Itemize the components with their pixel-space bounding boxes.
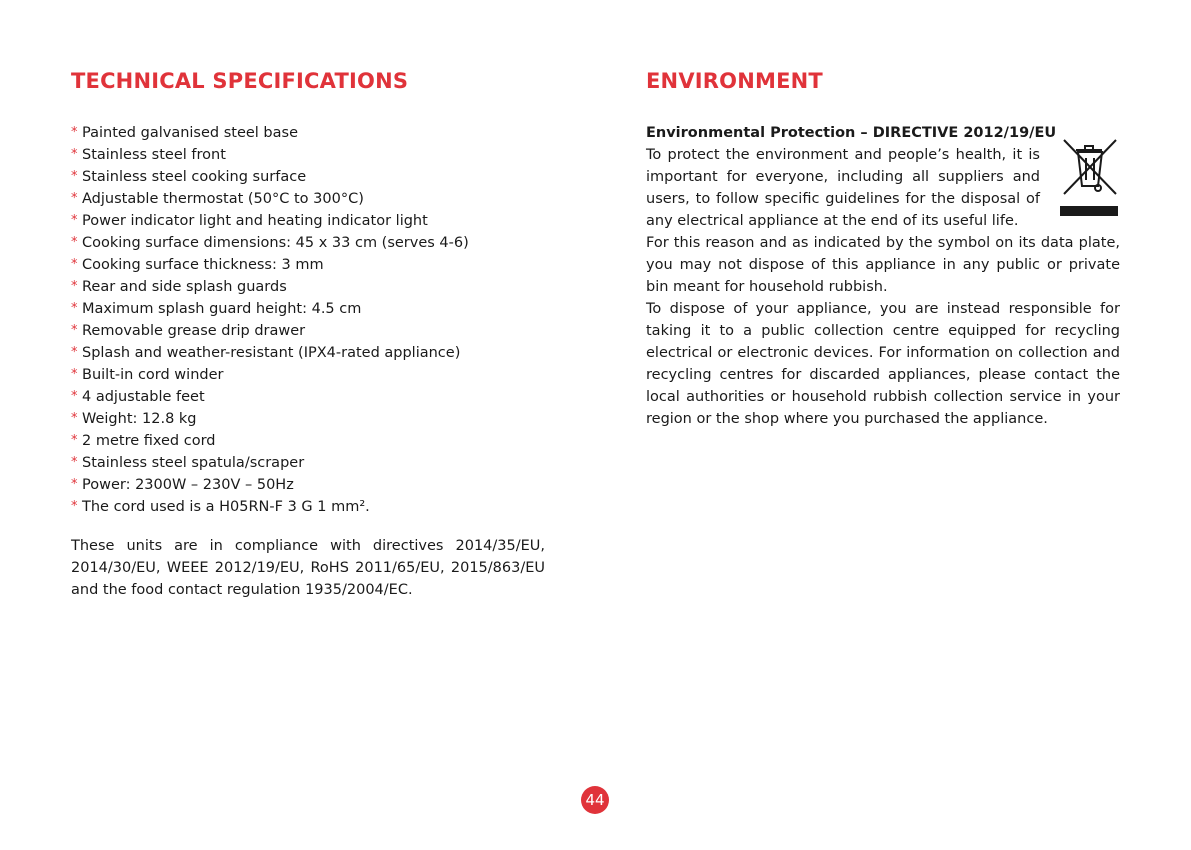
spec-list-item — [71, 430, 545, 452]
page-number-badge: 44 — [581, 786, 609, 814]
spec-item-text: Power indicator light and heating indicator light — [82, 213, 428, 229]
environment-para-3: To dispose of your appliance, you are instead responsible for taking it to a public collection centre equipped for recycling electrical or electronic devices. For information on collection and recycling centres for discarded appliances, please contact the local authorities or household rubbish collection service in your region or the shop where you purchased the appliance. — [646, 301, 1120, 427]
spec-list-item — [71, 342, 545, 364]
spec-list-item — [71, 254, 545, 276]
bullet-asterisk-icon: * — [71, 323, 78, 338]
bullet-asterisk-icon: * — [71, 345, 78, 360]
bullet-asterisk-icon: * — [71, 235, 78, 250]
spec-item-text: Power: 2300W – 230V – 50Hz — [82, 477, 294, 493]
bullet-asterisk-icon: * — [71, 169, 78, 184]
spec-item-text: Built-in cord winder — [82, 367, 224, 383]
spec-list-item — [71, 408, 545, 430]
bullet-asterisk-icon: * — [71, 455, 78, 470]
bullet-asterisk-icon: * — [71, 477, 78, 492]
bullet-asterisk-icon: * — [71, 367, 78, 382]
bullet-asterisk-icon: * — [71, 389, 78, 404]
bullet-asterisk-icon: * — [71, 499, 78, 514]
bullet-asterisk-icon: * — [71, 125, 78, 140]
spec-item-text: Cooking surface thickness: 3 mm — [82, 257, 324, 273]
spec-item-text: Painted galvanised steel base — [82, 125, 298, 141]
spec-list-item — [71, 276, 545, 298]
spec-item-text: Maximum splash guard height: 4.5 cm — [82, 301, 362, 317]
spec-list-item — [71, 496, 545, 518]
spec-list-item — [71, 188, 545, 210]
spec-list-item — [71, 232, 545, 254]
spec-list-item — [71, 364, 545, 386]
bullet-asterisk-icon: * — [71, 301, 78, 316]
environment-section — [646, 66, 1120, 430]
environment-intro: To protect the environment and people’s health, it is important for everyone, including all suppliers and users, to follow specific guidelines for the disposal of any electrical appliance at the end of its useful life. — [646, 147, 1040, 229]
spec-item-text: Stainless steel spatula/scraper — [82, 455, 305, 471]
environment-body — [646, 122, 1120, 430]
spec-item-text: Stainless steel cooking surface — [82, 169, 307, 185]
environment-para-2: For this reason and as indicated by the symbol on its data plate, you may not dispose of this appliance in any public or private bin meant for household rubbish. — [646, 235, 1120, 295]
spec-list — [71, 122, 545, 518]
specs-title: TECHNICAL SPECIFICATIONS — [71, 69, 409, 93]
spec-item-text: Splash and weather-resistant (IPX4-rated appliance) — [82, 345, 461, 361]
spec-item-text: Cooking surface dimensions: 45 x 33 cm (serves 4-6) — [82, 235, 469, 251]
spec-item-text: Weight: 12.8 kg — [82, 411, 197, 427]
spec-list-item — [71, 320, 545, 342]
spec-item-text: Stainless steel front — [82, 147, 226, 163]
technical-specifications-section — [71, 66, 545, 601]
bullet-asterisk-icon: * — [71, 147, 78, 162]
spec-list-item — [71, 298, 545, 320]
spec-list-item — [71, 474, 545, 496]
spec-item-text: Removable grease drip drawer — [82, 323, 306, 339]
spec-list-item — [71, 452, 545, 474]
spec-item-text: 4 adjustable feet — [82, 389, 205, 405]
environment-title: ENVIRONMENT — [646, 69, 823, 93]
bullet-asterisk-icon: * — [71, 411, 78, 426]
crossed-out-wheelie-bin-icon — [1058, 136, 1120, 218]
spec-list-item — [71, 144, 545, 166]
bullet-asterisk-icon: * — [71, 191, 78, 206]
spec-item-text: The cord used is a H05RN-F 3 G 1 mm². — [82, 499, 370, 515]
bullet-asterisk-icon: * — [71, 213, 78, 228]
bullet-asterisk-icon: * — [71, 433, 78, 448]
spec-list-item — [71, 386, 545, 408]
compliance-text: These units are in compliance with directives 2014/35/EU, 2014/30/EU, WEEE 2012/19/EU, RoHS 2011/65/EU, 2015/863/EU and the food contact regulation 1935/2004/EC. — [71, 538, 545, 598]
bullet-asterisk-icon: * — [71, 279, 78, 294]
spec-item-text: Rear and side splash guards — [82, 279, 287, 295]
spec-list-item — [71, 122, 545, 144]
directive-heading: Environmental Protection – DIRECTIVE 2012/19/EU — [646, 125, 1057, 141]
bullet-asterisk-icon: * — [71, 257, 78, 272]
spec-item-text: 2 metre fixed cord — [82, 433, 216, 449]
spec-list-item — [71, 210, 545, 232]
spec-list-item — [71, 166, 545, 188]
spec-item-text: Adjustable thermostat (50°C to 300°C) — [82, 191, 364, 207]
